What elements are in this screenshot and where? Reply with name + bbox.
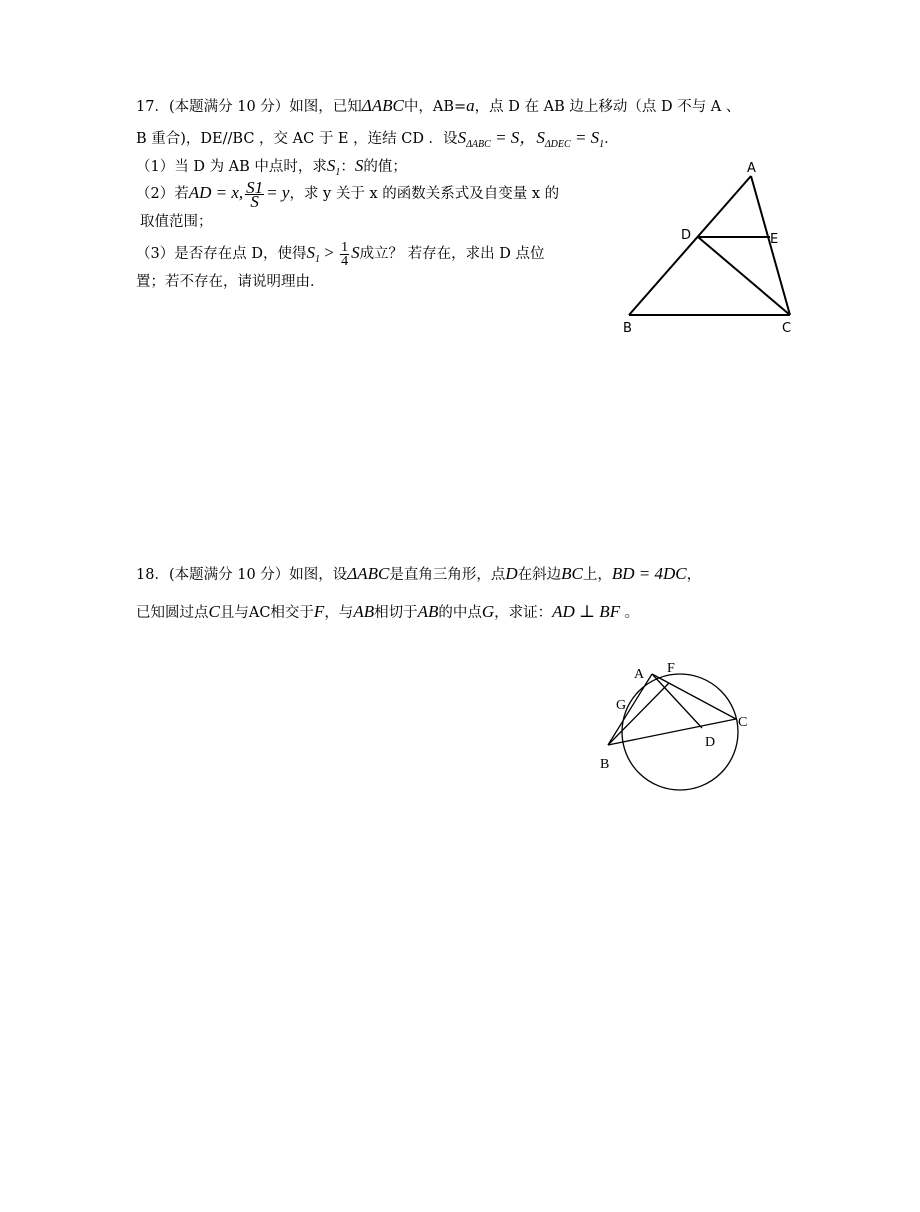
q18-line-2	[136, 602, 639, 623]
q17-figure	[615, 158, 815, 338]
q17-part3-s1: S	[306, 243, 315, 262]
q17-part-2-line-2	[140, 212, 213, 232]
q17-part3-text: （3）是否存在点 D，使得	[136, 246, 307, 262]
q18-var-d: D	[505, 564, 518, 583]
q17-label-b: B	[623, 321, 632, 336]
q18-line2-text-3: 相交于	[270, 605, 314, 621]
q17-part3-gt: >	[319, 243, 339, 262]
q18-line2-text-2: 且与AC	[219, 605, 271, 621]
q17-part-3-line-2	[136, 272, 325, 292]
q18-triangle-abc: ΔABC	[347, 564, 390, 583]
q17-part1-s1: S	[326, 156, 336, 175]
q18-var-ab-2: AB	[417, 602, 439, 621]
q18-var-f: F	[313, 602, 325, 621]
q18-var-ab: AB	[353, 602, 375, 621]
q17-part3-sub: 1	[314, 254, 320, 265]
q17-part-2	[136, 177, 560, 211]
q17-sub-1: 1	[599, 139, 605, 150]
q18-line2-end: 。	[620, 605, 640, 621]
q18-text: 如图，设	[289, 567, 348, 583]
q17-intro-text-2: 中，AB=	[403, 99, 467, 115]
q17-part2-expr: AD = x,	[188, 183, 244, 202]
q17-sub-dec: ΔDEC	[544, 139, 571, 150]
q18-var-g: G	[481, 602, 495, 621]
q17-part3-frac-num: 1	[341, 239, 349, 255]
q17-period: ．	[604, 131, 619, 147]
q18-line2-text: 已知圆过点	[136, 605, 209, 621]
q17-part2-eq: = y	[266, 183, 290, 202]
q17-part1-text: （1）当 D 为 AB 中点时，求	[136, 159, 327, 175]
q18-proof-statement: AD ⊥ BF	[552, 602, 621, 621]
q17-segment-ab	[629, 176, 751, 315]
q17-label-e: E	[770, 232, 779, 247]
q18-segment-bc	[608, 719, 736, 745]
q18-circle	[622, 674, 738, 790]
q17-part2-frac-num: S1	[246, 177, 264, 197]
q17-label-a: A	[747, 161, 756, 176]
q17-s-symbol-2: S	[536, 128, 545, 147]
q18-segment-ad	[652, 674, 702, 728]
q18-text-4: 上，	[582, 567, 612, 583]
q17-part2-frac-den: S	[250, 191, 259, 211]
q18-number: 18．	[136, 567, 169, 583]
q18-var-c: C	[208, 602, 220, 621]
q18-line2-text-7: ，求证：	[494, 605, 553, 621]
q17-triangle-abc: ΔABC	[361, 96, 404, 115]
q17-part3-fraction	[340, 241, 349, 268]
q17-label-c: C	[782, 321, 792, 336]
q18-line2-text-6: 的中点	[438, 605, 482, 621]
q17-points: (本题满分 10 分）	[168, 99, 290, 115]
q17-part1-sub: 1	[335, 167, 341, 178]
q18-segment-ab	[608, 674, 652, 745]
q17-part3-frac-den: 4	[341, 253, 349, 269]
q18-eq-bd: BD = 4DC	[611, 564, 687, 583]
q17-part2-range-text: 取值范围；	[140, 214, 213, 230]
q17-part3-text-3: 置；若不存在，请说明理由．	[136, 274, 325, 290]
q17-part2-text-2: ，求 y 关于 x 的函数关系式及自变量 x 的	[289, 186, 560, 202]
q17-label-d: D	[681, 228, 692, 243]
q18-line2-text-5: 相切于	[374, 605, 418, 621]
q17-intro-text-3: ，点 D 在 AB 边上移动（点 D 不与 A 、	[474, 99, 741, 115]
q17-part3-s: S	[351, 243, 360, 262]
q18-label-d: D	[705, 735, 716, 750]
q18-segment-ac	[652, 674, 736, 719]
q17-segment-cd	[698, 237, 790, 315]
q17-intro-text: 如图，已知	[289, 99, 362, 115]
q17-number: 17．	[136, 99, 169, 115]
q18-figure	[590, 652, 770, 802]
q17-part-1	[136, 156, 407, 183]
q17-eq-s: = S，	[490, 128, 537, 147]
q18-line-1	[136, 564, 701, 585]
q18-label-a: A	[634, 667, 645, 682]
q18-label-f: F	[667, 661, 675, 676]
q17-var-a: a	[466, 96, 475, 115]
q18-label-c: C	[738, 715, 748, 730]
q18-text-2: 是直角三角形，点	[389, 567, 506, 583]
q17-sub-abc: ΔABC	[466, 139, 491, 150]
q18-text-3: 在斜边	[517, 567, 562, 583]
q17-setup-text: B 重合)，DE//BC ，交 AC 于 E ，连结 CD ．设	[136, 131, 458, 147]
q17-line-2	[136, 128, 619, 155]
q18-points: (本题满分 10 分）	[168, 567, 290, 583]
q17-eq-s1: = S	[570, 128, 600, 147]
q17-part1-colon: ：	[340, 159, 355, 175]
q18-line2-text-4: ，与	[324, 605, 354, 621]
q17-s-symbol: S	[457, 128, 467, 147]
q18-label-b: B	[600, 757, 610, 772]
q18-var-bc: BC	[561, 564, 583, 583]
q17-part-3	[136, 238, 545, 275]
q17-part1-text-2: 的值；	[363, 159, 407, 175]
q17-part2-fraction	[245, 177, 264, 211]
q17-part3-text-2: 成立？ 若存在，求出 D 点位	[359, 246, 545, 262]
q17-line-1	[136, 96, 740, 117]
q17-part1-s: S	[354, 156, 364, 175]
q18-label-g: G	[616, 698, 627, 713]
q17-part2-text: （2）若	[136, 186, 189, 202]
q18-text-5: ，	[686, 567, 702, 583]
